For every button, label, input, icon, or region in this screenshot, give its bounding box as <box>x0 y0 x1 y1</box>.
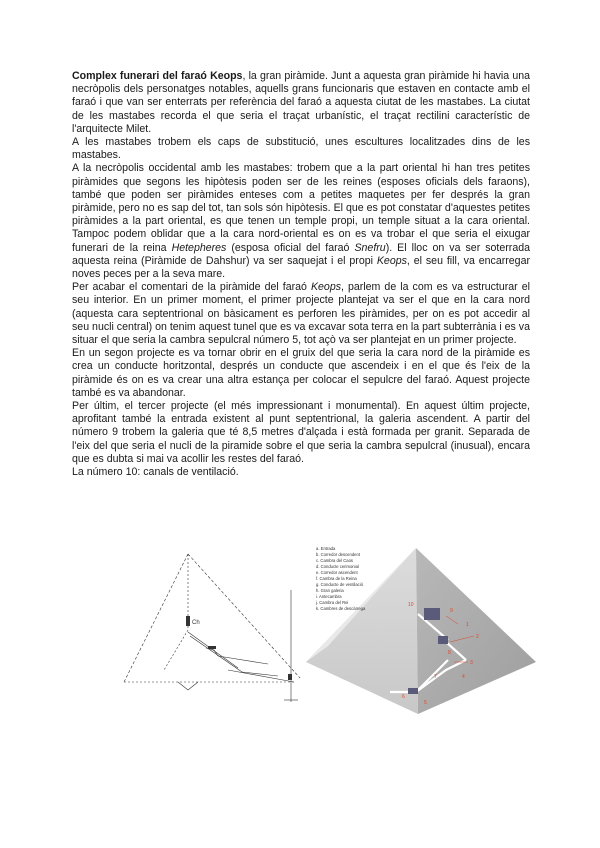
document-body <box>72 70 530 479</box>
legend-f: f. Cambra de la Reina <box>316 576 357 581</box>
paragraph-6: Per últim, el tercer projecte (el més impressionant i monumental). En aquest últim projecte, aprofitant també la entrada existent al punt septentrional, la galeria ascendent. A partir del número 9 trobem la galeria que té 8,5 metres d'alçada i està formada per granit. Separada de l'eix del que seria el nucli de la piramide sobre el que seria la cambra sepulcral (inusual), encara que es dubta si mai va acollir les restes del faraó. <box>72 400 530 465</box>
legend-d: d. Conducte cerimonial <box>316 564 359 569</box>
marker-6: 6 <box>402 694 405 700</box>
legend-i: i. Antecambra <box>316 594 342 599</box>
paragraph-5: En un segon projecte es va tornar obrir en el gruix del que seria la cara nord de la piràmide es crea un conducte horitzontal, després un conducte que ascendeix i en el que és l'eix de la piràmide és on es va crear una altra estança per colocar el sepulcre del faraó. Aquest projecte també es va abandonar. <box>72 347 530 399</box>
marker-8: 8 <box>448 650 451 656</box>
legend-h: h. Gran galeria <box>316 588 344 593</box>
paragraph-3: A la necròpolis occidental amb les mastabes: trobem que a la part oriental hi han tres petites piràmides que segons les hipòtesis poden ser de les reines (esposes oficials dels faraons), també que poden ser piràmides enteses com a petites maquetes per fer després la gran piràmide, pero no es sap del tot, tan sols són hipòtesis. El que es pot constatar d'aquestes petites piràmides a la part oriental, es que tenen un temple propi, un temple situat a la cara oriental. Tampoc podem oblidar que a la cara nord-oriental es on es va trobar el que seria el eixugar funerari de la reina Hetepheres (esposa oficial del faraó Snefru). El lloc on va ser soterrada aquesta reina (Piràmide de Dahshur) va ser saquejat i el propi Keops, el seu fill, va encarregar noves peces per a la seva mare. <box>72 162 530 281</box>
paragraph-7: La número 10: canals de ventilació. <box>72 466 239 479</box>
legend-e: e. Corredor ascendent <box>316 570 358 575</box>
marker-2: 2 <box>476 634 479 640</box>
paragraph-2: A les mastabes trobem els caps de substitució, unes escultures localitzades dins de les mastabes. <box>72 136 530 162</box>
marker-7: 7 <box>434 674 437 680</box>
marker-3: 3 <box>470 660 473 666</box>
legend-g: g. Conducte de ventilació <box>316 582 364 587</box>
diagram-label: Ch <box>192 620 200 626</box>
marker-10: 10 <box>408 602 414 608</box>
pyramid-cutaway-illustration <box>298 542 538 716</box>
paragraph-4: Per acabar el comentari de la piràmide del faraó Keops, parlem de la com es va estructurar el seu interior. En un primer moment, el primer projecte plantejat va ser el que en la cara nord (aquesta cara septentrional on bàsicament es perforen les piràmides, per on es pot accedir al seu nucli central) on tenim aquest tunel que es va excavar sota terra en la part subterrània i es va situar el que seria la cambra sepulcral número 5, tot açò va ser plantejat en un primer projecte. <box>72 281 530 347</box>
marker-1: 1 <box>466 622 469 628</box>
marker-5: 5 <box>424 700 427 706</box>
legend-k: k. Cambres de descàrrega <box>316 606 366 611</box>
section-title: Complex funerari del faraó Keops <box>72 70 243 82</box>
marker-4: 4 <box>462 674 465 680</box>
legend-b: b. Corredor descendent <box>316 552 360 557</box>
paragraph-1: Complex funerari del faraó Keops, la gran piràmide. Junt a aquesta gran piràmide hi havia una necròpolis dels personatges notables, aquells grans funcionaris que estaven en contacte amb el faraó i que van ser enterrats per referència del faraó a aquesta ciutat de les mastabes. La ciutat de les mastabes recorda el que seria el traçat urbanístic, el traçat rectilini característic de l'arquitecte Milet. <box>72 70 531 135</box>
legend-j: j. Cambra del Rei <box>316 600 349 605</box>
legend-a: a. Entrada <box>316 546 336 551</box>
legend-c: c. Cambra del Caos <box>316 558 354 563</box>
pyramid-section-diagram <box>118 550 308 710</box>
marker-9: 9 <box>450 608 453 614</box>
